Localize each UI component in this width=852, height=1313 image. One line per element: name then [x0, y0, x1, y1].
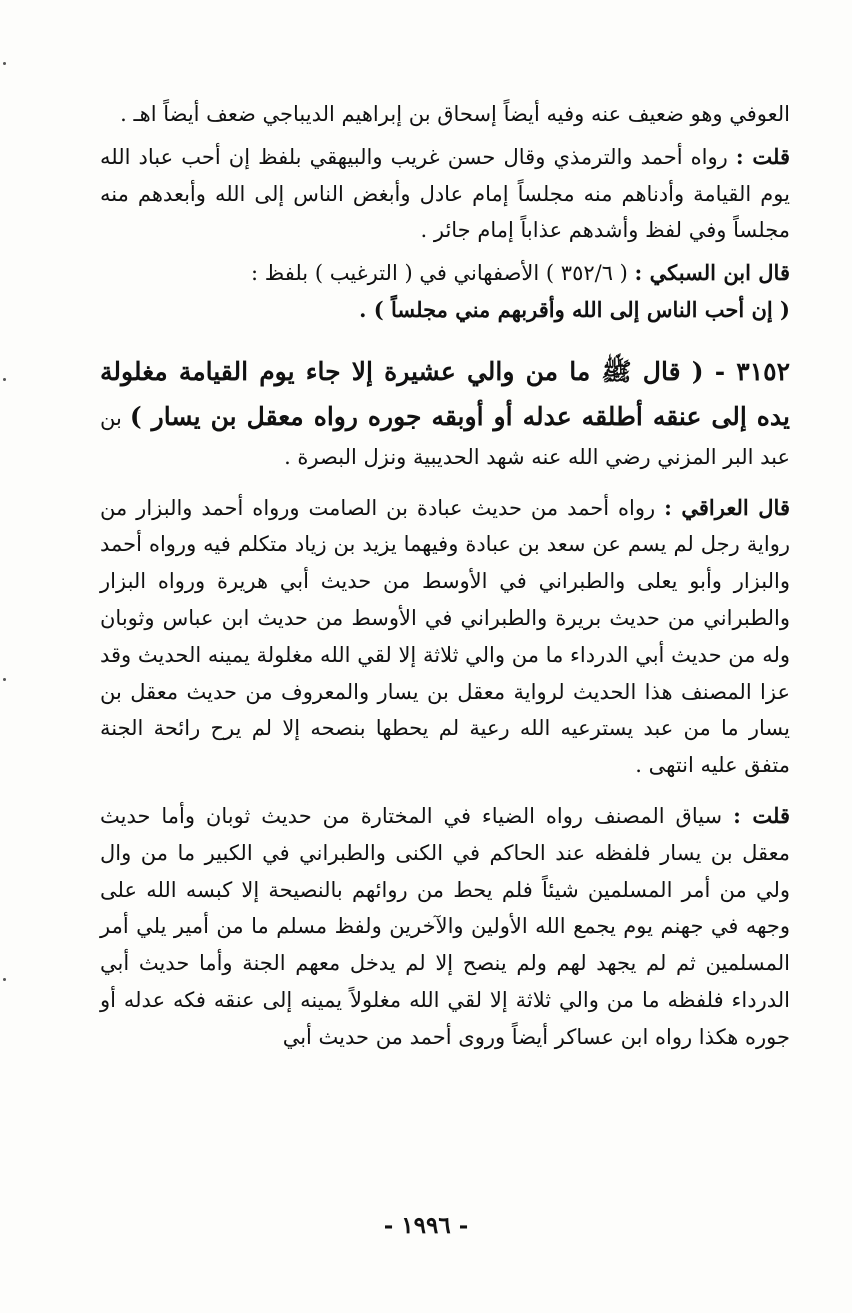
margin-mark	[3, 978, 6, 981]
paragraph-text: ( ٣٥٢/٦ ) الأصفهاني في ( الترغيب ) بلفظ :	[251, 261, 635, 286]
paragraph-text: بن عبد البر المزني رضي الله عنه شهد الحديبية ونزل البصرة .	[100, 405, 790, 469]
page-number: - ١٩٩٦ -	[383, 1212, 469, 1239]
paragraph-qultu-2	[100, 798, 790, 1056]
margin-mark	[3, 62, 6, 65]
quoted-hadith-text: ( إن أحب الناس إلى الله وأقربهم مني مجلساً ) .	[359, 296, 790, 322]
paragraph-lead: قلت :	[735, 143, 790, 169]
paragraph-text: سياق المصنف رواه الضياء في المختارة من حديث ثوبان وأما حديث معقل بن يسار فلفظه عند الحاكم في الكنى والطبراني في الكبير ما من وال ولي من أمر المسلمين شيئاً فلم يحط من روائهم بالنصيحة إلا كبسه الله على وجهه في جهنم يوم يجمع الله الأولين والآخرين ولفظ مسلم ما من أمير يلي أمر المسلمين ثم لم يجهد لهم ولم ينصح إلا لم يدخل معهم الجنة وأما حديث أبي الدرداء فلفظه ما من والي ثلاثة إلا لقي الله مغلولاً يمينه إلى عنقه فكه عدله أو جوره هكذا رواه ابن عساكر أيضاً وروى أحمد من حديث أبي	[100, 803, 791, 1049]
paragraph-iraqi	[100, 490, 790, 784]
paragraph-lead: قال العراقي :	[664, 494, 790, 520]
margin-mark	[3, 378, 6, 381]
paragraph-continuation	[100, 96, 790, 133]
page-body	[100, 96, 790, 1056]
paragraph-qultu-1	[100, 139, 790, 249]
paragraph-ibn-subki	[100, 255, 790, 329]
hadith-3152	[100, 349, 790, 476]
hadith-heading: ٣١٥٢ - ( قال ﷺ ما من والي عشيرة إلا جاء يوم القيامة مغلولة يده إلى عنقه أطلقه عدله أو أوبقه جوره رواه معقل بن يسار )	[100, 356, 790, 431]
paragraph-lead: قال ابن السبكي :	[634, 260, 790, 286]
paragraph-text: رواه أحمد والترمذي وقال حسن غريب والبيهقي بلفظ إن أحب عباد الله يوم القيامة وأدناهم منه مجلساً إمام عادل وأبغض الناس إلى الله وأبعدهم منه مجلساً وفي لفظ وأشدهم عذاباً إمام جائر .	[100, 144, 790, 243]
paragraph-text: رواه أحمد من حديث عبادة بن الصامت ورواه أحمد والبزار من رواية رجل لم يسم عن سعد بن عبادة وفيهما يزيد بن زياد متكلم فيه ورواه أحمد والبزار وأبو يعلى والطبراني في الأوسط من حديث أبي هريرة ورواه البزار والطبراني من حديث بريرة والطبراني في الأوسط من حديث ابن عباس وثوبان وله من حديث أبي الدرداء ما من والي ثلاثة إلا لقي الله مغلولة يمينه الحديث وقد عزا المصنف هذا الحديث لرواية معقل بن يسار والمعروف من حديث معقل بن يسار ما من عبد يسترعيه الله رعية لم يحطها بنصحه إلا لم يرح رائحة الجنة متفق عليه انتهى .	[100, 495, 790, 778]
paragraph-text: العوفي وهو ضعيف عنه وفيه أيضاً إسحاق بن إبراهيم الديباجي ضعف أيضاً اهـ .	[120, 102, 790, 126]
paragraph-lead: قلت :	[733, 802, 790, 828]
margin-mark	[3, 678, 6, 681]
